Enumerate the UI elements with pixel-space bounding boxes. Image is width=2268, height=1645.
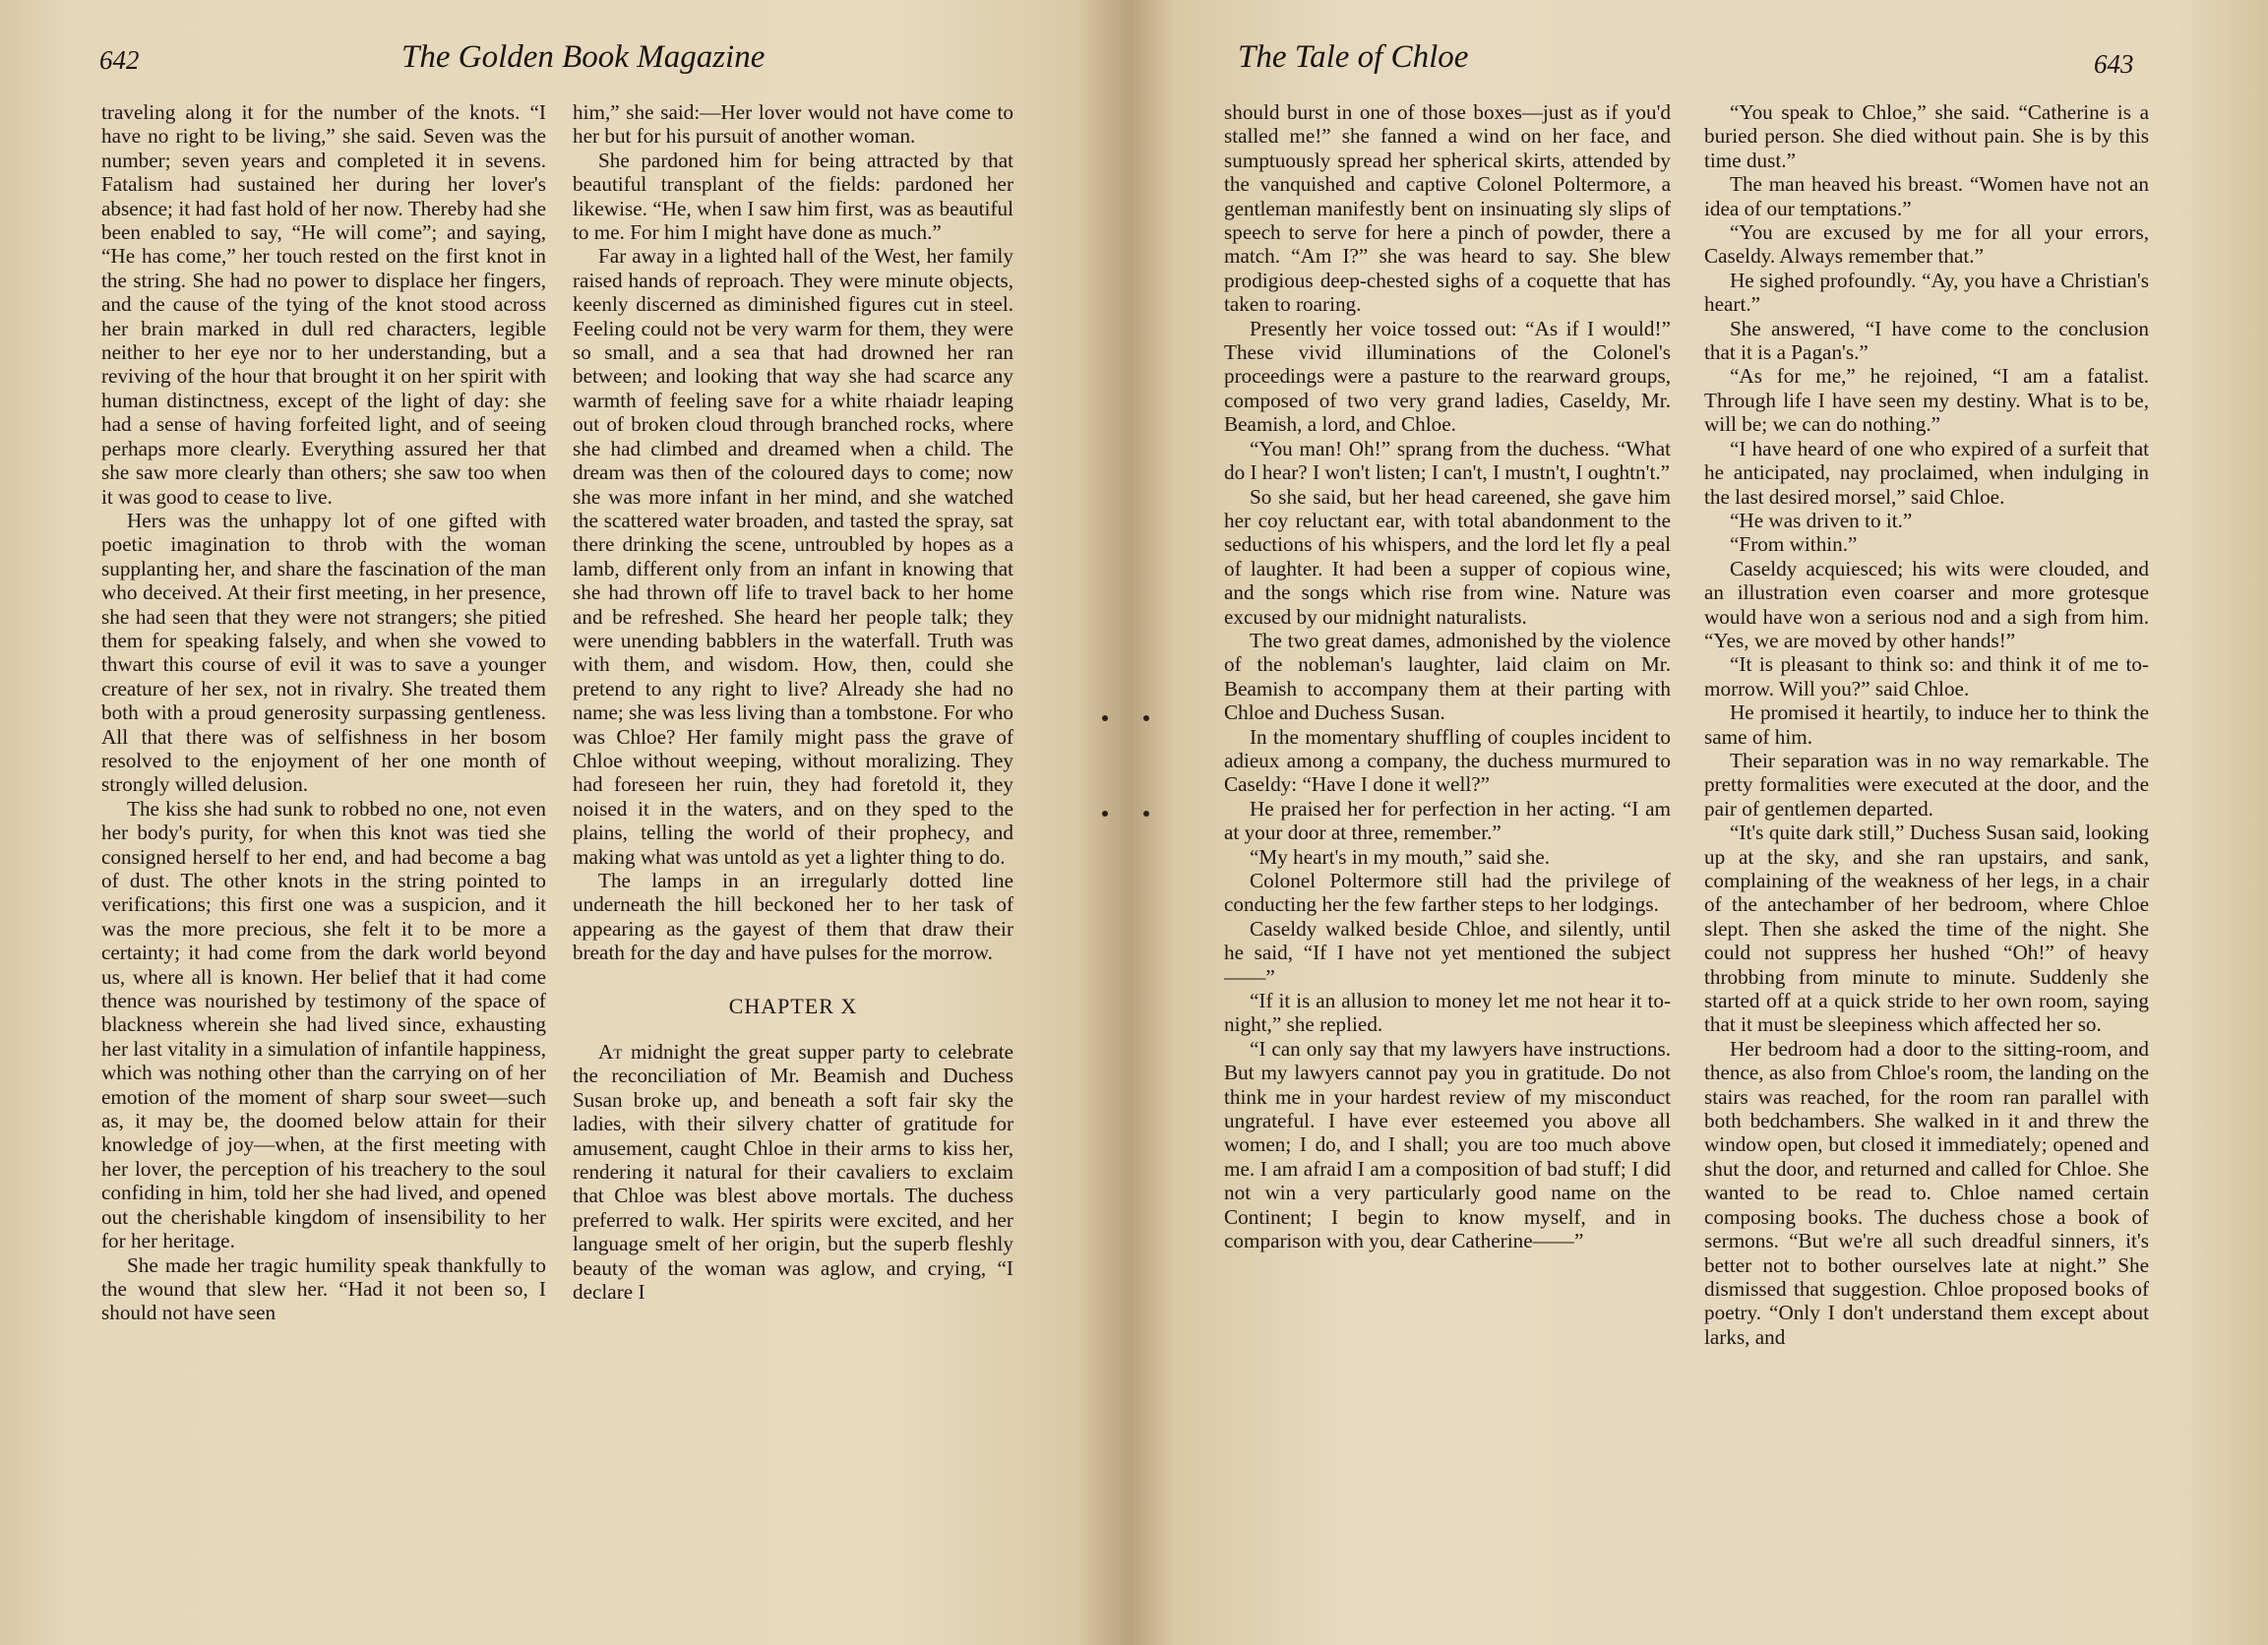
paragraph: She answered, “I have come to the conclusion that it is a Pagan's.” [1704, 316, 2149, 365]
binding-mark [1102, 715, 1108, 721]
paragraph: Far away in a lighted hall of the West, her family raised hands of reproach. They were minute objects, keenly discerned as diminished figures cut in steel. Feeling could not be very warm for them, they were so small, and a sea that had drowned her ran between; and looking that way she had scarce any warmth of feeling save for a white rhaiadr leaping out of broken cloud through branched rocks, where she had climbed and dreamed when a child. The dream was then of the coloured days to come; now she was more infant in her mind, and she watched the scattered water broaden, and tasted the spray, sat there drinking the scene, untroubled by hopes as a lamb, different only from an infant in knowing that she had thrown off life to travel back to her home and be refreshed. She heard her people talk; they were unending babblers in the waterfall. Truth was with them, and wisdom. How, then, could she pretend to any right to live? Already she had no name; she was less living than a tombstone. For who was Chloe? Her family might pass the grave of Chloe without weeping, without moralizing. They had foreseen her ruin, they had foretold it, they noised it in the waters, and on they sped to the plains, telling the world of their prophecy, and making what was untold as yet a lighter thing to do. [573, 244, 1013, 869]
paragraph: Colonel Poltermore still had the privilege of conducting her the few farther steps to her lodgings. [1224, 869, 1671, 917]
page-number-right: 643 [2094, 49, 2134, 79]
paragraph: “It's quite dark still,” Duchess Susan said, looking up at the sky, and she ran upstairs, and sank, complaining of the weakness of her legs, in a chair of the antechamber of her bedroom, where Chloe slept. Then she asked the time of the night. She could not suppress her hushed “Oh!” of heavy throbbing from minute to minute. Suddenly she started off at a quick stride to her own room, saying that it must be sleepiness which affected her so. [1704, 821, 2149, 1037]
paragraph: Hers was the unhappy lot of one gifted with poetic imagination to throb with the woman supplanting her, and share the fascination of the man who deceived. At their first meeting, in her presence, she had seen that they were not strangers; she pitied them for speaking falsely, and when she vowed to thwart this course of evil it was to save a younger creature of her sex, not in rivalry. She treated them both with a proud generosity surpassing gentleness. All that there was of selfishness in her bosom resolved to the enjoyment of her one month of strongly willed delusion. [101, 508, 546, 797]
binding-mark [1143, 811, 1149, 817]
paragraph: “He was driven to it.” [1730, 508, 1913, 532]
paragraph [573, 1040, 1013, 1304]
chapter-lead-word: At [598, 1040, 623, 1065]
binding-mark [1143, 715, 1149, 721]
chapter-opening-text: midnight the great supper party to celebrate the reconciliation of Mr. Beamish and Duchess Susan broke up, and beneath a soft fair sky the ladies, with their silvery chatter of gratitude for amusement, caught Chloe in their arms to kiss her, rendering it natural for their cavaliers to exclaim that Chloe was blest above mortals. The duchess preferred to walk. Her spirits were excited, and her language smelt of her origin, but the superb fleshly beauty of the woman was aglow, and crying, “I declare I [573, 1040, 1013, 1305]
paragraph: “From within.” [1730, 532, 1858, 557]
paragraph: He promised it heartily, to induce her to think the same of him. [1704, 701, 2149, 749]
paragraph: The man heaved his breast. “Women have not an idea of our temptations.” [1704, 172, 2149, 220]
left-page [0, 0, 1130, 1645]
paragraph: “I have heard of one who expired of a surfeit that he anticipated, nay proclaimed, when indulging in the last desired morsel,” said Chloe. [1704, 436, 2149, 509]
paragraph: So she said, but her head careened, she gave him her coy reluctant ear, with total abandonment to the seductions of his whispers, and the lord let fly a peal of laughter. It had been a supper of copious wine, and the songs which rise from wine. Nature was excused by our midnight naturalists. [1224, 484, 1671, 629]
page-number-left: 642 [99, 45, 140, 75]
paragraph: him,” she said:—Her lover would not have come to her but for his pursuit of another woman. [573, 100, 1013, 149]
paragraph: In the momentary shuffling of couples incident to adieux among a company, the duchess murmured to Caseldy: “Have I done it well?” [1224, 724, 1671, 797]
paragraph: She pardoned him for being attracted by that beautiful transplant of the fields: pardoned her likewise. “He, when I saw him first, was as beautiful to me. For him I might have done as much.” [573, 148, 1013, 245]
paragraph: He sighed profoundly. “Ay, you have a Christian's heart.” [1704, 268, 2149, 317]
paragraph: “You man! Oh!” sprang from the duchess. “What do I hear? I won't listen; I can't, I mustn't, I oughtn't.” [1224, 436, 1671, 485]
paragraph: traveling along it for the number of the knots. “I have no right to be living,” she said. Seven was the number; seven years and completed it in sevens. Fatalism had sustained her during her lover's absence; it had fast hold of her now. Thereby had she been enabled to say, “He will come”; and saying, “He has come,” her touch rested on the first knot in the string. She had no power to displace her fingers, and the cause of the tying of the knot stood across her brain marked in dull red characters, legible neither to her eye nor to her understanding, but a reviving of the hour that brought it on her spirit with human distinctness, except of the light of day: she had a sense of having forfeited light, and of seeing perhaps more clearly. Everything assured her that she saw more clearly than others; she saw too when it was good to cease to live. [101, 100, 546, 509]
paragraph: He praised her for perfection in her acting. “I am at your door at three, remember.” [1224, 796, 1671, 845]
right-column-2 [1704, 100, 2149, 1349]
running-head-right: The Tale of Chloe [1238, 39, 1469, 75]
paragraph: Their separation was in no way remarkable. The pretty formalities were executed at the door, and the pair of gentlemen departed. [1704, 748, 2149, 821]
paragraph: “If it is an allusion to money let me not hear it to-night,” she replied. [1224, 989, 1671, 1037]
paragraph: The lamps in an irregularly dotted line underneath the hill beckoned her to her task of appearing as the gayest of them that draw their breath for the day and have pulses for the morrow. [573, 869, 1013, 965]
right-column-1 [1224, 100, 1671, 1253]
paragraph: Caseldy walked beside Chloe, and silently, until he said, “If I have not yet mentioned the subject——” [1224, 916, 1671, 989]
paragraph: “You speak to Chloe,” she said. “Catherine is a buried person. She died without pain. She is by this time dust.” [1704, 100, 2149, 172]
right-page [1130, 0, 2268, 1645]
paragraph: “My heart's in my mouth,” said she. [1250, 844, 1551, 869]
binding-mark [1102, 811, 1108, 817]
paragraph: Her bedroom had a door to the sitting-room, and thence, as also from Chloe's room, the landing on the stairs was reached, for the room ran parallel with both bedchambers. She walked in it and threw the window open, but closed it immediately; opened and shut the door, and returned and called for Chloe. She wanted to be read to. Chloe named certain composing books. The duchess chose a book of sermons. “But we're all such dreadful sinners, it's better not to bother ourselves late at night.” She dismissed that suggestion. Chloe proposed books of poetry. “Only I don't understand them except about larks, and [1704, 1036, 2149, 1349]
paragraph: The two great dames, admonished by the violence of the nobleman's laughter, laid claim on Mr. Beamish to accompany them at their parting with Chloe and Duchess Susan. [1224, 628, 1671, 725]
paragraph: should burst in one of those boxes—just as if you'd stalled me!” she fanned a wind on her face, and sumptuously spread her spherical skirts, attended by the vanquished and captive Colonel Poltermore, a gentleman manifestly bent on insinuating sly slips of speech to serve for here a pinch of powder, there a match. “Am I?” she was heard to say. She blew prodigious deep-chested sighs of a coquette that has taken to roaring. [1224, 100, 1671, 317]
paragraph: She made her tragic humility speak thankfully to the wound that slew her. “Had it not been so, I should not have seen [101, 1252, 546, 1325]
paragraph: Caseldy acquiesced; his wits were clouded, and an illustration even coarser and more grotesque would have won a serious nod and a sigh from him. “Yes, we are moved by other hands!” [1704, 556, 2149, 652]
paragraph: Presently her voice tossed out: “As if I would!” These vivid illuminations of the Colonel's proceedings were a pasture to the rearward groups, composed of two very grand ladies, Caseldy, Mr. Beamish, a lord, and Chloe. [1224, 316, 1671, 437]
running-head-left: The Golden Book Magazine [401, 39, 766, 75]
paragraph: “It is pleasant to think so: and think it of me to-morrow. Will you?” said Chloe. [1704, 652, 2149, 701]
left-column-2 [573, 100, 1013, 1305]
paragraph: “You are excused by me for all your errors, Caseldy. Always remember that.” [1704, 220, 2149, 269]
paragraph: The kiss she had sunk to robbed no one, not even her body's purity, for when this knot was tied she consigned herself to her end, and had become a bag of dust. The other knots in the string pointed to verifications; this first one was a suspicion, and it was the more precious, she felt it to be more a certainty; it had come from the dark world beyond us, where all is known. Her belief that it had come thence was nourished by testimony of the space of blackness wherein she had lived since, exhausting her last vitality in a simulation of infantile happiness, which was nothing other than the carrying on of her emotion of the moment of sharp sour sweet—such as, it may be, the doomed below attain for their knowledge of joy—when, at the first meeting with her lover, the perception of his treachery to the soul confiding in him, told her she had lived, and opened out the cherishable kingdom of insensibility to her for her heritage. [101, 796, 546, 1253]
chapter-heading: CHAPTER X [728, 993, 858, 1018]
paragraph: “As for me,” he rejoined, “I am a fatalist. Through life I have seen my destiny. What is to be, will be; we can do nothing.” [1704, 364, 2149, 437]
left-column-1 [101, 100, 546, 1325]
paragraph: “I can only say that my lawyers have instructions. But my lawyers cannot pay you in gratitude. Do not think me in your hardest review of my misconduct ungrateful. I have ever esteemed you above all women; I do, and I shall; you are too much above me. I am afraid I am a composition of bad stuff; I did not win a very particularly good name on the Continent; I begin to know myself, and in comparison with you, dear Catherine——” [1224, 1036, 1671, 1253]
